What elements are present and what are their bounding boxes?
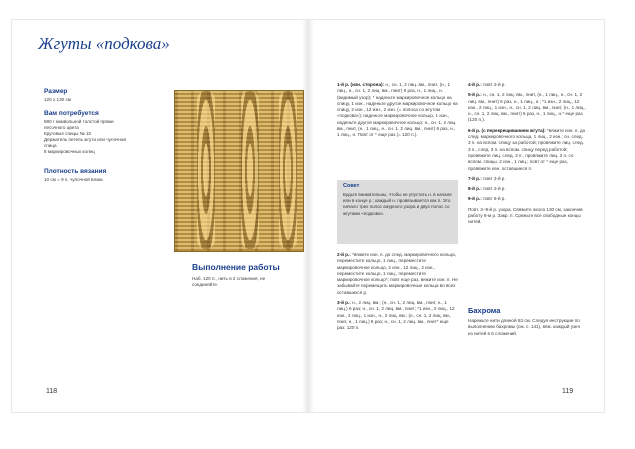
row-label: 1-й р. (изн. сторона): [337, 82, 385, 87]
row-label: 7-й р.: [468, 175, 482, 181]
instruction-row [468, 92, 586, 123]
row-label: 4-й р.: [468, 82, 482, 87]
materials-line: 8 маркировочных колец [44, 149, 95, 154]
cable-motif [279, 91, 297, 249]
right-page [308, 20, 604, 412]
cable-motif [241, 91, 259, 249]
row-label: 6-й р. (с перекрещиванием жгута): [468, 127, 546, 133]
row-text: н., сн. 1, 2 лиц. вм., пнит, (н., 1 лиц., н., сн. 1, 2 лиц. вм., пнит) 6 раз, н., 1 лиц., н.; *1 изн., 2 лиц., 12 изн., 2 лиц., 1 изн., н., сн. 1, 2 лиц. вм., пнит, (н., 1 лиц., н., сн. 1, 2 лиц. вм., пнит) 6 раз, н., 1 лиц., н.* еще раз (120 п.). [468, 92, 586, 123]
size-heading: Размер [44, 88, 68, 95]
materials-line: спица [44, 143, 57, 148]
materials-section [44, 110, 164, 155]
instruction-row [468, 186, 586, 192]
row-label: 9-й р.: [468, 196, 482, 202]
instructions-column-1 [337, 82, 458, 143]
size-section [44, 88, 164, 103]
gauge-text: 10 см = 9 п. чулочной вязки [44, 177, 103, 182]
row-label: 5-й р.: [468, 92, 482, 98]
materials-heading: Вам потребуется [44, 110, 99, 117]
row-text: н., 2 лиц. вм.; (н., сн. 1, 2 лиц. вм., пнит, н., 1 лиц.) 6 раз; н., сн. 1, 2 лиц. вм., пнит; *1 изн., 2 лиц., 12 изн., 2 лиц., 1 изн., н., 2 лиц. вм.; (н., сн. 1, 2 лиц. вм., пнит, н., 1 лиц.) 6 раз; н., сн. 1, 2 лиц. вм., пнит* еще раз: 120 п. [337, 300, 455, 331]
page-number-left: 118 [46, 388, 58, 395]
work-heading: Выполнение работы [192, 262, 280, 272]
row-text: повт 5-й р. [483, 196, 506, 202]
book-spread [12, 20, 604, 412]
size-text: 120 x 130 см [44, 97, 71, 102]
cable-motif [197, 91, 215, 249]
row-text: Повт. 2–9-й р. узора. Свяжите около 130 см, закончив работу 6-м р. Закр. п. Срежьте все свободные концы нитей. [468, 206, 583, 225]
row-text: *вяжите изн. п. до след. маркировочного кольца, переместите кольцо, 1 лиц., переместите маркировочное кольцо, 2 изн., 12 лиц., 2 изн., переместите кольцо, 1 лиц., переместите маркировочное кольцо*; повт еще раз, вяжите изн. п. Не забывайте перемещать маркировочные кольца во всех оставшихся р. [337, 252, 458, 295]
fringe-text: Нарежьте нити длиной 63 см. Следуя инструкции по выполнению бахромы (см. с. 141), вяж. каждый узел из нитей в 6 сложений. [468, 318, 581, 336]
instruction-row [468, 82, 586, 88]
gauge-heading: Плотность вязания [44, 168, 107, 175]
row-label: 3-й р.: [337, 300, 351, 306]
page-title: Жгуты «подкова» [38, 34, 170, 53]
materials-line: Круговые спицы № 10 [44, 131, 92, 136]
materials-list [44, 119, 164, 155]
instruction-row [337, 300, 458, 331]
row-label: 2-й р.: [337, 252, 351, 257]
work-text: Наб. 120 п., нить в 2 сложения, не соединяйте. [192, 276, 266, 287]
instruction-row [468, 128, 586, 172]
row-text: *вяжите изн. п. до след. маркировочного кольца, 1 лиц., 2 изн.; сн. след. 3 п. на вспом. спицу за работой; провяжите лиц. след. 3 п., след. 3 п. на вспом. спицу перед работой; провяжите лиц. след. 3 п., провяжите лиц. 3 п. со вспом. спицы, 2 изн., 1 лиц.; повт от * еще раз, провяжите изн. оставшиеся п. [468, 127, 586, 171]
instruction-row [337, 252, 458, 296]
fringe-heading: Бахрома [468, 306, 501, 315]
row-text: повт 3-й р. [483, 175, 506, 181]
advice-heading: Совет [343, 183, 360, 189]
advice-text: Будьте внимательны, чтобы не упустить н. в начале или в конце р.; каждый н. провязывается как п. Это начало трех полос ажурного узора и двух полос со жгутами «подкова». [343, 192, 452, 216]
row-label: 8-й р.: [468, 186, 482, 192]
gauge-section [44, 168, 164, 183]
instruction-row [468, 176, 586, 182]
materials-line: песочного цвета [44, 125, 79, 130]
knitted-cable-photo [174, 90, 304, 252]
instruction-row [468, 196, 586, 202]
materials-line: 680 г камвольной толстой пряжи [44, 119, 114, 124]
instruction-row [337, 82, 458, 139]
page-number-right: 119 [562, 388, 574, 395]
instruction-row [468, 207, 586, 226]
left-page [12, 20, 308, 412]
advice-box [337, 180, 458, 244]
row-text: повт 2-й р. [483, 186, 506, 192]
row-text: н., сн. 1, 2 лиц. вм., пнит, (н., 1 лиц., н., сн. 1, 2 лиц. вм., пнит) 6 раз, н., 1 лиц., н. (видимый узор); * наденьте маркировочное кольцо на спицу, 1 изн., наденьте другое маркировочное кольцо на спицу, 2 изн., 12 изн., 2 изн. (= полоса со жгутом «подкова»); наденьте маркировочное кольцо, 1 изн., наденьте другое маркировочное кольцо; н., сн. 1, 2 лиц. вм., пнит, (н., 1 лиц., н., сн. 1, 2 лиц. вм., пнит) 6 раз, н., 1 лиц., н. Повт от * еще раз (= 120 п.). [337, 82, 458, 138]
instructions-column-1-cont [337, 252, 458, 336]
instructions-column-2 [468, 82, 586, 230]
materials-line: Держатель петель жгута или чулочная [44, 137, 127, 142]
row-text: повт 2-й р. [483, 82, 506, 87]
